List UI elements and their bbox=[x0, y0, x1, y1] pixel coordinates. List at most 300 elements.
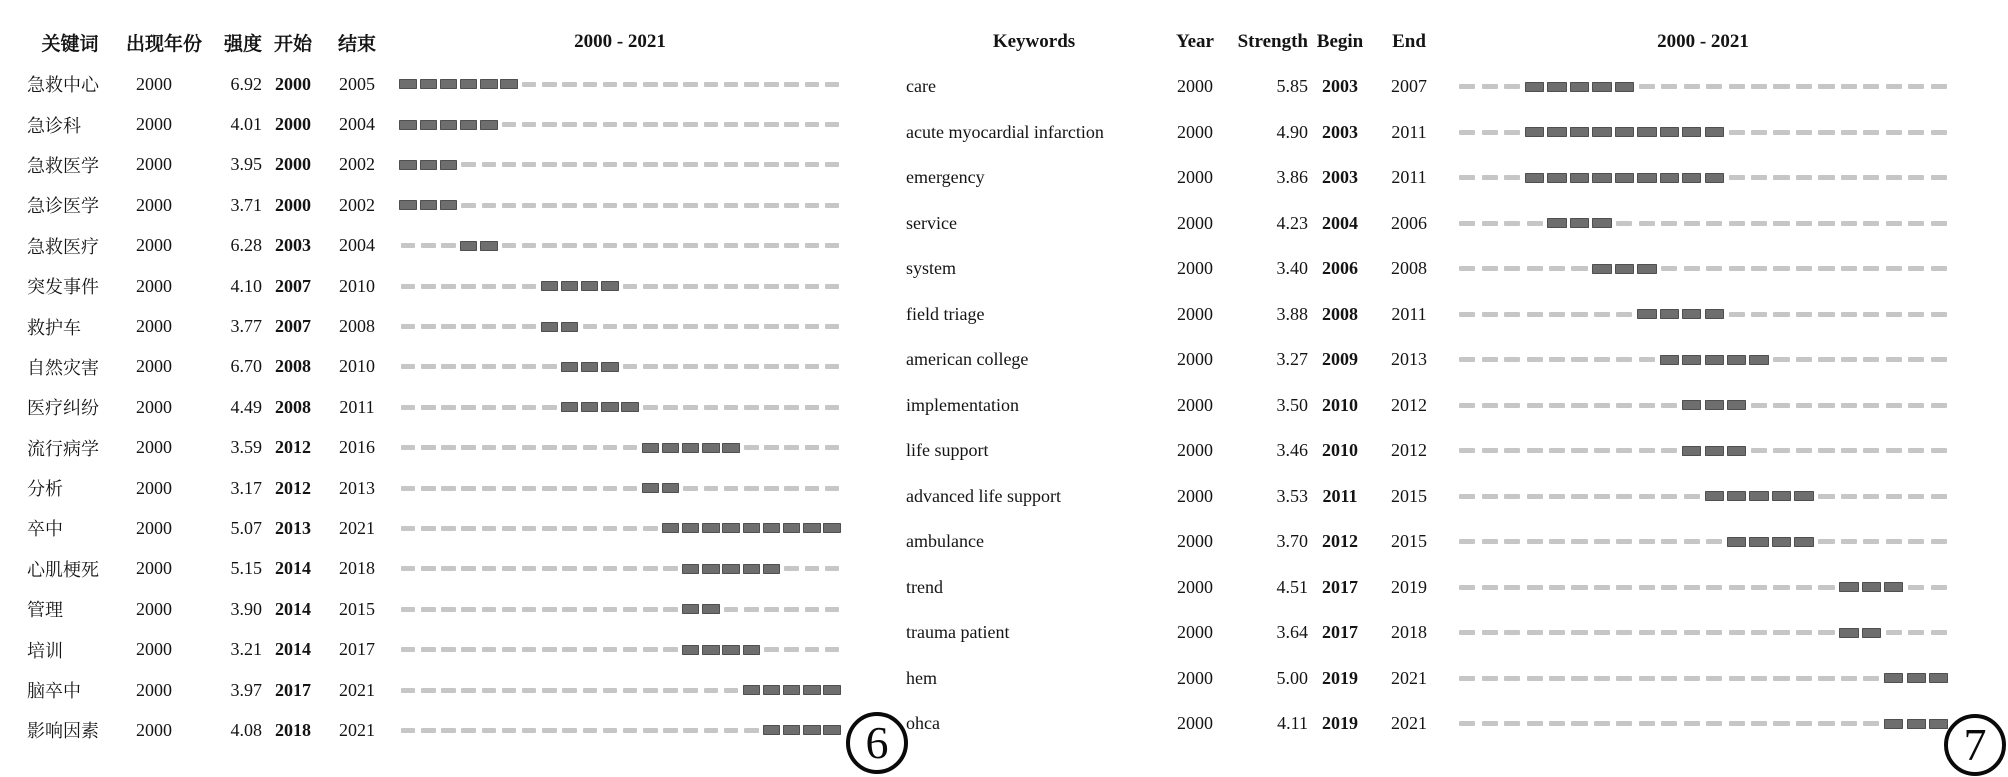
year-segment bbox=[1725, 312, 1747, 317]
year-segment bbox=[1793, 312, 1815, 317]
table-row bbox=[14, 185, 850, 225]
year-segment bbox=[1591, 448, 1613, 453]
year-segment bbox=[459, 526, 479, 531]
year-segment bbox=[438, 364, 458, 369]
year-segment bbox=[701, 364, 721, 369]
year-segment bbox=[519, 243, 539, 248]
strength-cell: 3.77 bbox=[230, 316, 262, 337]
year-segment bbox=[1546, 676, 1568, 681]
year-segment bbox=[1456, 266, 1478, 271]
year-segment bbox=[459, 607, 479, 612]
year-cell: 2000 bbox=[136, 154, 172, 175]
year-segment bbox=[499, 607, 519, 612]
year-segment bbox=[741, 162, 761, 167]
year-segment bbox=[1725, 355, 1747, 365]
year-segment bbox=[479, 688, 499, 693]
year-segment bbox=[1568, 448, 1590, 453]
keyword-cell: acute myocardial infarction bbox=[906, 121, 1104, 142]
year-segment bbox=[701, 284, 721, 289]
year-segment bbox=[1613, 357, 1635, 362]
year-segment bbox=[519, 688, 539, 693]
begin-cell: 2000 bbox=[275, 114, 311, 135]
year-segment bbox=[761, 607, 781, 612]
year-segment bbox=[660, 607, 680, 612]
year-segment bbox=[1860, 175, 1882, 180]
year-cell: 2000 bbox=[1177, 622, 1213, 643]
year-segment bbox=[1478, 221, 1500, 226]
year-segment bbox=[1478, 266, 1500, 271]
year-segment bbox=[1770, 266, 1792, 271]
year-segment bbox=[1905, 312, 1927, 317]
year-segment bbox=[620, 284, 640, 289]
table-row bbox=[900, 656, 2002, 702]
begin-cell: 2012 bbox=[275, 437, 311, 458]
year-segment bbox=[519, 324, 539, 329]
begin-cell: 2000 bbox=[275, 73, 311, 94]
year-segment bbox=[519, 526, 539, 531]
year-segment bbox=[479, 324, 499, 329]
burst-timeline bbox=[390, 120, 850, 130]
year-segment bbox=[782, 364, 802, 369]
keyword-cell: trend bbox=[906, 576, 943, 597]
year-segment bbox=[1883, 84, 1905, 89]
year-segment bbox=[418, 243, 438, 248]
begin-cell: 2006 bbox=[1322, 258, 1358, 279]
end-cell: 2002 bbox=[339, 154, 375, 175]
year-segment bbox=[721, 607, 741, 612]
year-segment bbox=[1883, 539, 1905, 544]
year-segment bbox=[721, 82, 741, 87]
year-segment bbox=[600, 526, 620, 531]
year-segment bbox=[418, 284, 438, 289]
year-segment bbox=[1568, 676, 1590, 681]
year-segment bbox=[438, 728, 458, 733]
year-segment bbox=[1703, 221, 1725, 226]
year-segment bbox=[1501, 585, 1523, 590]
year-segment bbox=[1658, 309, 1680, 319]
year-segment bbox=[539, 647, 559, 652]
year-segment bbox=[1591, 357, 1613, 362]
year-segment bbox=[1838, 84, 1860, 89]
year-segment bbox=[1478, 721, 1500, 726]
year-segment bbox=[1860, 130, 1882, 135]
begin-cell: 2000 bbox=[275, 194, 311, 215]
year-segment bbox=[701, 728, 721, 733]
year-segment bbox=[1770, 491, 1792, 501]
year-segment bbox=[1793, 630, 1815, 635]
table-row bbox=[14, 468, 850, 508]
end-cell: 2011 bbox=[1391, 303, 1427, 324]
year-segment bbox=[660, 324, 680, 329]
burst-timeline bbox=[390, 604, 850, 614]
year-segment bbox=[761, 243, 781, 248]
year-segment bbox=[539, 162, 559, 167]
year-segment bbox=[499, 284, 519, 289]
year-segment bbox=[802, 445, 822, 450]
year-segment bbox=[438, 445, 458, 450]
year-cell: 2000 bbox=[136, 679, 172, 700]
year-cell: 2000 bbox=[1177, 485, 1213, 506]
year-segment bbox=[1703, 676, 1725, 681]
year-segment bbox=[1456, 357, 1478, 362]
year-segment bbox=[1883, 630, 1905, 635]
year-segment bbox=[782, 523, 802, 533]
year-segment bbox=[1523, 585, 1545, 590]
year-segment bbox=[1681, 721, 1703, 726]
year-segment bbox=[701, 82, 721, 87]
year-segment bbox=[479, 162, 499, 167]
year-segment bbox=[761, 122, 781, 127]
burst-timeline bbox=[1446, 355, 2002, 365]
column-header-begin: 开始 bbox=[273, 33, 312, 55]
year-segment bbox=[580, 82, 600, 87]
year-segment bbox=[1636, 721, 1658, 726]
year-segment bbox=[479, 405, 499, 410]
strength-cell: 3.27 bbox=[1276, 349, 1308, 370]
year-segment bbox=[681, 604, 701, 614]
year-cell: 2000 bbox=[136, 639, 172, 660]
burst-timeline bbox=[390, 564, 850, 574]
year-segment bbox=[660, 728, 680, 733]
year-segment bbox=[438, 284, 458, 289]
column-header-strength: 强度 bbox=[223, 33, 262, 55]
table-row bbox=[14, 347, 850, 387]
year-segment bbox=[1478, 403, 1500, 408]
year-segment bbox=[479, 445, 499, 450]
year-segment bbox=[1681, 494, 1703, 499]
table-row bbox=[900, 565, 2002, 611]
year-segment bbox=[1793, 84, 1815, 89]
year-segment bbox=[479, 607, 499, 612]
year-segment bbox=[560, 402, 580, 412]
year-cell: 2000 bbox=[136, 235, 172, 256]
keyword-cell: 急诊科 bbox=[27, 115, 81, 136]
year-segment bbox=[580, 728, 600, 733]
year-segment bbox=[1568, 494, 1590, 499]
year-segment bbox=[1905, 448, 1927, 453]
year-segment bbox=[1636, 630, 1658, 635]
year-segment bbox=[1838, 403, 1860, 408]
burst-timeline bbox=[390, 402, 850, 412]
keyword-cell: service bbox=[906, 212, 957, 233]
year-segment bbox=[660, 688, 680, 693]
year-segment bbox=[519, 445, 539, 450]
year-segment bbox=[539, 82, 559, 87]
keyword-cell: hem bbox=[906, 667, 937, 688]
year-segment bbox=[1815, 494, 1837, 499]
year-segment bbox=[519, 647, 539, 652]
year-segment bbox=[418, 607, 438, 612]
year-segment bbox=[761, 685, 781, 695]
year-segment bbox=[1681, 221, 1703, 226]
year-segment bbox=[1748, 175, 1770, 180]
year-segment bbox=[1793, 491, 1815, 501]
year-segment bbox=[1636, 309, 1658, 319]
year-segment bbox=[1815, 266, 1837, 271]
keyword-cell: ohca bbox=[906, 713, 940, 734]
burst-timeline bbox=[390, 645, 850, 655]
year-segment bbox=[660, 443, 680, 453]
year-segment bbox=[560, 526, 580, 531]
year-segment bbox=[761, 523, 781, 533]
year-segment bbox=[701, 405, 721, 410]
year-segment bbox=[580, 362, 600, 372]
year-segment bbox=[519, 728, 539, 733]
year-cell: 2000 bbox=[1177, 713, 1213, 734]
table-row bbox=[14, 670, 850, 710]
year-segment bbox=[1770, 357, 1792, 362]
year-segment bbox=[1770, 585, 1792, 590]
begin-cell: 2018 bbox=[275, 719, 311, 740]
year-segment bbox=[1613, 630, 1635, 635]
end-cell: 2013 bbox=[339, 477, 375, 498]
year-segment bbox=[741, 405, 761, 410]
year-segment bbox=[1636, 539, 1658, 544]
year-segment bbox=[782, 162, 802, 167]
year-segment bbox=[1703, 539, 1725, 544]
strength-cell: 4.08 bbox=[230, 719, 262, 740]
year-segment bbox=[1523, 539, 1545, 544]
year-segment bbox=[580, 203, 600, 208]
year-segment bbox=[1501, 448, 1523, 453]
year-segment bbox=[580, 162, 600, 167]
year-segment bbox=[1883, 494, 1905, 499]
year-segment bbox=[782, 725, 802, 735]
year-segment bbox=[1860, 582, 1882, 592]
year-cell: 2000 bbox=[136, 517, 172, 538]
year-segment bbox=[499, 79, 519, 89]
year-segment bbox=[1748, 84, 1770, 89]
year-segment bbox=[1770, 676, 1792, 681]
burst-timeline bbox=[390, 79, 850, 89]
year-segment bbox=[640, 122, 660, 127]
year-cell: 2000 bbox=[136, 114, 172, 135]
strength-cell: 5.00 bbox=[1276, 667, 1308, 688]
year-segment bbox=[1658, 539, 1680, 544]
year-segment bbox=[459, 486, 479, 491]
strength-cell: 3.86 bbox=[1276, 167, 1308, 188]
year-segment bbox=[1860, 403, 1882, 408]
year-segment bbox=[640, 607, 660, 612]
year-segment bbox=[1770, 721, 1792, 726]
year-segment bbox=[1591, 218, 1613, 228]
burst-timeline bbox=[1446, 82, 2002, 92]
year-segment bbox=[1928, 539, 1950, 544]
strength-cell: 3.59 bbox=[230, 437, 262, 458]
year-cell: 2000 bbox=[1177, 121, 1213, 142]
year-segment bbox=[1681, 355, 1703, 365]
year-segment bbox=[600, 243, 620, 248]
year-segment bbox=[1568, 173, 1590, 183]
year-segment bbox=[438, 200, 458, 210]
year-segment bbox=[701, 604, 721, 614]
end-cell: 2018 bbox=[1391, 622, 1427, 643]
end-cell: 2012 bbox=[1391, 394, 1427, 415]
year-segment bbox=[1838, 266, 1860, 271]
year-segment bbox=[539, 728, 559, 733]
year-segment bbox=[459, 405, 479, 410]
year-segment bbox=[1883, 673, 1905, 683]
year-segment bbox=[1456, 494, 1478, 499]
year-segment bbox=[438, 405, 458, 410]
end-cell: 2016 bbox=[339, 437, 375, 458]
year-segment bbox=[1681, 630, 1703, 635]
year-segment bbox=[681, 443, 701, 453]
strength-cell: 4.11 bbox=[1277, 713, 1308, 734]
begin-cell: 2017 bbox=[1322, 622, 1358, 643]
year-segment bbox=[1613, 403, 1635, 408]
year-segment bbox=[1501, 403, 1523, 408]
year-segment bbox=[681, 688, 701, 693]
year-segment bbox=[782, 647, 802, 652]
year-segment bbox=[701, 645, 721, 655]
begin-cell: 2004 bbox=[1322, 212, 1358, 233]
keyword-cell: 卒中 bbox=[27, 519, 63, 540]
year-segment bbox=[1838, 448, 1860, 453]
year-segment bbox=[1456, 130, 1478, 135]
year-segment bbox=[398, 324, 418, 329]
year-segment bbox=[1546, 448, 1568, 453]
year-segment bbox=[1883, 266, 1905, 271]
year-segment bbox=[640, 526, 660, 531]
year-segment bbox=[1456, 721, 1478, 726]
begin-cell: 2017 bbox=[275, 679, 311, 700]
year-segment bbox=[640, 728, 660, 733]
year-segment bbox=[1568, 82, 1590, 92]
year-segment bbox=[782, 445, 802, 450]
year-segment bbox=[539, 486, 559, 491]
year-segment bbox=[600, 324, 620, 329]
year-segment bbox=[1815, 84, 1837, 89]
year-segment bbox=[1748, 448, 1770, 453]
year-segment bbox=[600, 486, 620, 491]
year-segment bbox=[1725, 130, 1747, 135]
keyword-cell: 管理 bbox=[27, 600, 63, 621]
year-segment bbox=[1928, 130, 1950, 135]
table-row bbox=[900, 292, 2002, 338]
year-segment bbox=[600, 647, 620, 652]
year-segment bbox=[620, 728, 640, 733]
year-segment bbox=[1591, 173, 1613, 183]
year-segment bbox=[1568, 357, 1590, 362]
year-segment bbox=[1568, 539, 1590, 544]
year-segment bbox=[741, 243, 761, 248]
year-segment bbox=[1636, 585, 1658, 590]
year-segment bbox=[1928, 221, 1950, 226]
burst-timeline bbox=[390, 322, 850, 332]
year-segment bbox=[1725, 266, 1747, 271]
burst-timeline bbox=[1446, 309, 2002, 319]
year-segment bbox=[681, 122, 701, 127]
year-segment bbox=[1681, 446, 1703, 456]
strength-cell: 4.23 bbox=[1276, 212, 1308, 233]
end-cell: 2015 bbox=[1391, 485, 1427, 506]
year-segment bbox=[1613, 127, 1635, 137]
year-segment bbox=[741, 607, 761, 612]
year-segment bbox=[761, 162, 781, 167]
year-segment bbox=[741, 122, 761, 127]
year-segment bbox=[398, 647, 418, 652]
year-segment bbox=[539, 203, 559, 208]
year-segment bbox=[701, 688, 721, 693]
year-segment bbox=[1725, 630, 1747, 635]
begin-cell: 2000 bbox=[275, 154, 311, 175]
year-segment bbox=[681, 284, 701, 289]
year-segment bbox=[499, 526, 519, 531]
year-segment bbox=[1748, 537, 1770, 547]
year-segment bbox=[1501, 357, 1523, 362]
year-segment bbox=[741, 203, 761, 208]
year-segment bbox=[1681, 400, 1703, 410]
year-segment bbox=[1523, 448, 1545, 453]
year-segment bbox=[681, 486, 701, 491]
year-segment bbox=[802, 486, 822, 491]
burst-timeline bbox=[1446, 673, 2002, 683]
column-header-keyword: Keywords bbox=[992, 31, 1076, 52]
year-segment bbox=[438, 647, 458, 652]
year-segment bbox=[1815, 448, 1837, 453]
year-segment bbox=[1703, 585, 1725, 590]
strength-cell: 3.71 bbox=[230, 194, 262, 215]
year-segment bbox=[761, 725, 781, 735]
strength-cell: 6.70 bbox=[230, 356, 262, 377]
year-segment bbox=[1568, 266, 1590, 271]
year-segment bbox=[1636, 173, 1658, 183]
year-segment bbox=[1546, 127, 1568, 137]
strength-cell: 3.46 bbox=[1276, 440, 1308, 461]
keyword-cell: system bbox=[906, 258, 957, 279]
begin-cell: 2019 bbox=[1322, 713, 1358, 734]
year-segment bbox=[620, 82, 640, 87]
burst-timeline bbox=[390, 523, 850, 533]
year-segment bbox=[1748, 403, 1770, 408]
begin-cell: 2014 bbox=[275, 558, 311, 579]
end-cell: 2005 bbox=[339, 73, 375, 94]
year-segment bbox=[1456, 676, 1478, 681]
year-segment bbox=[1613, 173, 1635, 183]
year-segment bbox=[560, 486, 580, 491]
year-segment bbox=[822, 324, 842, 329]
year-segment bbox=[1501, 130, 1523, 135]
year-segment bbox=[1725, 537, 1747, 547]
year-segment bbox=[660, 483, 680, 493]
year-segment bbox=[660, 203, 680, 208]
year-segment bbox=[741, 685, 761, 695]
year-segment bbox=[1703, 84, 1725, 89]
keyword-cell: trauma patient bbox=[906, 622, 1010, 643]
year-segment bbox=[1613, 221, 1635, 226]
year-segment bbox=[519, 122, 539, 127]
year-segment bbox=[660, 243, 680, 248]
burst-timeline bbox=[1446, 582, 2002, 592]
column-header-begin: Begin bbox=[1316, 31, 1364, 52]
year-segment bbox=[1658, 448, 1680, 453]
year-segment bbox=[1815, 221, 1837, 226]
year-segment bbox=[1478, 130, 1500, 135]
year-cell: 2000 bbox=[136, 396, 172, 417]
year-segment bbox=[418, 79, 438, 89]
table-row bbox=[14, 428, 850, 468]
year-segment bbox=[580, 647, 600, 652]
year-segment bbox=[1456, 403, 1478, 408]
year-segment bbox=[580, 688, 600, 693]
end-cell: 2015 bbox=[1391, 531, 1427, 552]
year-segment bbox=[1860, 628, 1882, 638]
year-segment bbox=[1456, 585, 1478, 590]
year-segment bbox=[1568, 218, 1590, 228]
year-segment bbox=[1838, 628, 1860, 638]
table-row bbox=[900, 155, 2002, 201]
